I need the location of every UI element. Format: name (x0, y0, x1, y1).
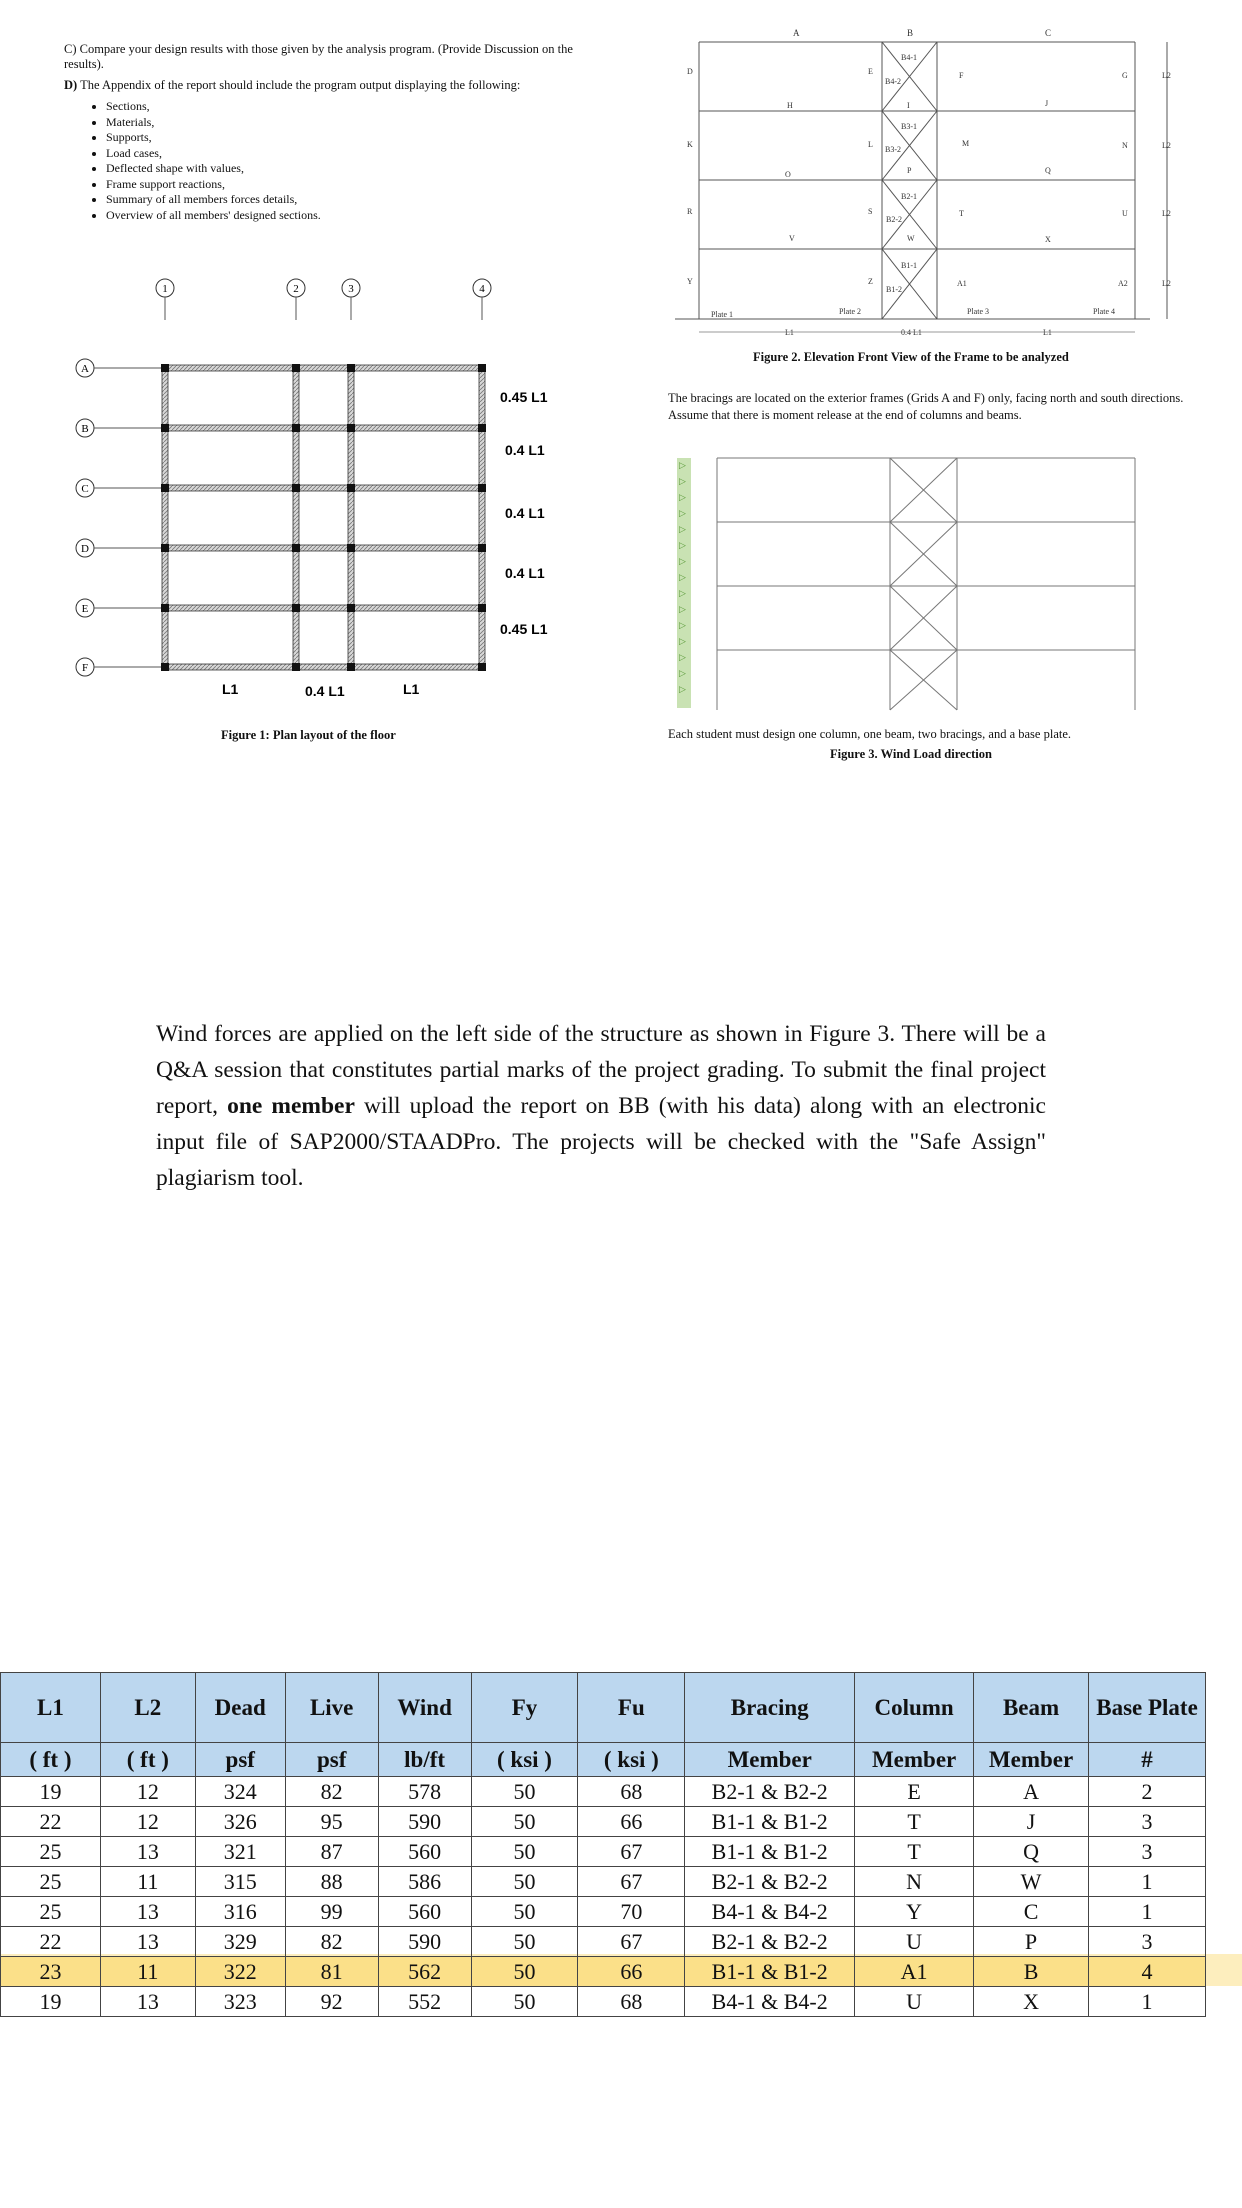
svg-text:▷: ▷ (679, 540, 686, 550)
grid-A-label: A (81, 363, 89, 375)
item-c (64, 42, 584, 72)
list-item: • Supports, (106, 130, 584, 146)
table-row (1, 1897, 1206, 1927)
table-cell: Q (974, 1837, 1089, 1867)
table-cell: 11 (100, 1867, 195, 1897)
elev-O: O (785, 170, 791, 179)
table-cell: 3 (1089, 1837, 1206, 1867)
col-spacing-2: 0.4 L1 (305, 683, 345, 699)
table-cell: T (855, 1807, 974, 1837)
table-cell: B1-1 & B1-2 (685, 1957, 855, 1987)
student-text: Each student must design one column, one beam, two bracings, and a base plate. (668, 727, 1072, 741)
table-cell: E (855, 1777, 974, 1807)
header-beam: Beam (974, 1673, 1089, 1743)
table-cell: B1-1 & B1-2 (685, 1837, 855, 1867)
unit-cell: ( ft ) (1, 1743, 101, 1777)
elev-B4-2: B4-2 (885, 77, 901, 86)
table-row (1, 1777, 1206, 1807)
elev-S: S (868, 207, 873, 216)
elev-A1: A1 (957, 279, 967, 288)
table-cell: 25 (1, 1897, 101, 1927)
table-cell: 19 (1, 1987, 101, 2017)
header-L1: L1 (1, 1673, 101, 1743)
svg-text:▷: ▷ (679, 556, 686, 566)
grid-2-label: 2 (293, 283, 299, 295)
elev-Z: Z (868, 277, 873, 286)
table-cell: 4 (1089, 1957, 1206, 1987)
table-cell: 50 (471, 1927, 578, 1957)
elev-dim-04L1: 0.4 L1 (901, 328, 922, 337)
table-cell: 13 (100, 1987, 195, 2017)
table-cell: 562 (378, 1957, 471, 1987)
item-c-label: C) (64, 42, 77, 56)
table-cell: 50 (471, 1837, 578, 1867)
table-cell: 12 (100, 1807, 195, 1837)
elev-B3-2: B3-2 (885, 145, 901, 154)
unit-cell: psf (285, 1743, 378, 1777)
table-header-row (1, 1673, 1206, 1743)
table-cell: 13 (100, 1927, 195, 1957)
svg-text:▷: ▷ (679, 508, 686, 518)
table-cell: 66 (578, 1957, 685, 1987)
table-row (1, 1837, 1206, 1867)
header-dead: Dead (195, 1673, 285, 1743)
table-cell: U (855, 1987, 974, 2017)
table-cell: 1 (1089, 1897, 1206, 1927)
table-cell: 326 (195, 1807, 285, 1837)
table-row (1, 1957, 1206, 1987)
elev-F: F (959, 71, 964, 80)
paragraph-part1: Wind forces are applied on the left side of the structure as shown in Figure 3. There will be a Q&A session that constitutes partial marks of the project grading. To submit the final project report, (156, 1021, 1046, 1119)
table-cell: 590 (378, 1927, 471, 1957)
table-cell: 50 (471, 1957, 578, 1987)
table-row (1, 1927, 1206, 1957)
table-cell: 329 (195, 1927, 285, 1957)
table-cell: 50 (471, 1867, 578, 1897)
table-cell: 68 (578, 1777, 685, 1807)
plan-columns (161, 364, 486, 671)
table-row (1, 1987, 1206, 2017)
unit-cell: Member (685, 1743, 855, 1777)
table-cell: B2-1 & B2-2 (685, 1927, 855, 1957)
unit-cell: lb/ft (378, 1743, 471, 1777)
elev-B2-1: B2-1 (901, 192, 917, 201)
elev-L2-2: L2 (1162, 141, 1171, 150)
table-cell: 19 (1, 1777, 101, 1807)
table-cell: 586 (378, 1867, 471, 1897)
table-cell: 50 (471, 1987, 578, 2017)
table-cell: 70 (578, 1897, 685, 1927)
elev-B3-1: B3-1 (901, 122, 917, 131)
elev-L2-1: L2 (1162, 71, 1171, 80)
grid-C-label: C (81, 483, 89, 495)
table-cell: 67 (578, 1837, 685, 1867)
grid-B-label: B (81, 423, 89, 435)
table-cell: 67 (578, 1867, 685, 1897)
table-cell: 552 (378, 1987, 471, 2017)
instructions-block (64, 42, 584, 223)
table-cell: 3 (1089, 1807, 1206, 1837)
table-row (1, 1867, 1206, 1897)
row-spacing-1: 0.45 L1 (500, 389, 548, 405)
figure1-caption: Figure 1: Plan layout of the floor (221, 728, 396, 742)
row-spacing-5: 0.45 L1 (500, 621, 548, 637)
table-cell: Y (855, 1897, 974, 1927)
header-fy: Fy (471, 1673, 578, 1743)
list-item: • Summary of all members forces details, (106, 192, 584, 208)
paragraph-part2: will upload the report on BB (with his data) along with an electronic input file of SAP2000/STAADPro. The projects will be checked with the "Safe Assign" plagiarism tool. (156, 1093, 1046, 1191)
table-cell: 1 (1089, 1987, 1206, 2017)
figure3-wind-load (675, 452, 1145, 722)
bracing-text: The bracings are located on the exterior frames (Grids A and F) only, facing north and south directions. Assume that there is moment release at the end of columns and beams. (668, 391, 1184, 422)
unit-cell: Member (855, 1743, 974, 1777)
col-spacing-3: L1 (403, 681, 420, 697)
header-L2: L2 (100, 1673, 195, 1743)
table-cell: 321 (195, 1837, 285, 1867)
plan-girders (162, 365, 485, 670)
paragraph-bold: one member (227, 1093, 355, 1119)
unit-cell: psf (195, 1743, 285, 1777)
table-cell: T (855, 1837, 974, 1867)
table-cell: 322 (195, 1957, 285, 1987)
table-cell: 88 (285, 1867, 378, 1897)
appendix-list (106, 99, 584, 223)
table-cell: J (974, 1807, 1089, 1837)
elev-top-C: C (1045, 28, 1052, 38)
svg-text:▷: ▷ (679, 492, 686, 502)
elev-dim-L1-right: L1 (1043, 328, 1052, 337)
elev-R: R (687, 207, 693, 216)
svg-text:▷: ▷ (679, 572, 686, 582)
elev-W: W (907, 234, 915, 243)
elev-H: H (787, 101, 793, 110)
svg-text:▷: ▷ (679, 636, 686, 646)
elev-L2-4: L2 (1162, 279, 1171, 288)
svg-text:▷: ▷ (679, 620, 686, 630)
grid-D-label: D (81, 543, 89, 555)
table-cell: 92 (285, 1987, 378, 2017)
unit-cell: Member (974, 1743, 1089, 1777)
header-column: Column (855, 1673, 974, 1743)
table-cell: 22 (1, 1927, 101, 1957)
table-cell: P (974, 1927, 1089, 1957)
table-cell: 560 (378, 1837, 471, 1867)
table-cell: 578 (378, 1777, 471, 1807)
elev-J: J (1045, 99, 1049, 108)
header-base-plate: Base Plate (1089, 1673, 1206, 1743)
table-cell: 50 (471, 1807, 578, 1837)
elev-Y: Y (687, 277, 693, 286)
figure3-caption: Figure 3. Wind Load direction (830, 747, 992, 761)
table-cell: 13 (100, 1897, 195, 1927)
table-cell: 13 (100, 1837, 195, 1867)
table-cell: B1-1 & B1-2 (685, 1807, 855, 1837)
item-d (64, 78, 584, 93)
table-body (1, 1777, 1206, 2017)
svg-text:▷: ▷ (679, 684, 686, 694)
elev-G: G (1122, 71, 1128, 80)
assignment-table (0, 1672, 1206, 2017)
table-cell: B2-1 & B2-2 (685, 1777, 855, 1807)
svg-text:▷: ▷ (679, 668, 686, 678)
plan-beams (163, 365, 484, 670)
elev-X: X (1045, 235, 1051, 244)
elev-L: L (868, 140, 873, 149)
row-grid-bubbles (76, 359, 94, 676)
elev-plate-1: Plate 1 (711, 310, 733, 319)
elev-U: U (1122, 209, 1128, 218)
table-cell: B2-1 & B2-2 (685, 1867, 855, 1897)
svg-text:▷: ▷ (679, 588, 686, 598)
unit-cell: # (1089, 1743, 1206, 1777)
table-cell: 316 (195, 1897, 285, 1927)
item-c-text: Compare your design results with those given by the analysis program. (Provide Discussion on the results). (64, 42, 573, 71)
elev-K: K (687, 140, 693, 149)
list-item: • Load cases, (106, 146, 584, 162)
unit-cell: ( ksi ) (578, 1743, 685, 1777)
list-item: • Deflected shape with values, (106, 161, 584, 177)
table-cell: 1 (1089, 1867, 1206, 1897)
table-cell: 99 (285, 1897, 378, 1927)
table-cell: N (855, 1867, 974, 1897)
svg-text:▷: ▷ (679, 460, 686, 470)
table-cell: B4-1 & B4-2 (685, 1987, 855, 2017)
item-d-text: The Appendix of the report should include the program output displaying the following: (80, 78, 521, 92)
table-cell: 66 (578, 1807, 685, 1837)
table-cell: A1 (855, 1957, 974, 1987)
table-cell: B4-1 & B4-2 (685, 1897, 855, 1927)
table-cell: 324 (195, 1777, 285, 1807)
elev-Q: Q (1045, 166, 1051, 175)
elev-V: V (789, 234, 795, 243)
svg-text:▷: ▷ (679, 604, 686, 614)
row-spacing-2: 0.4 L1 (505, 442, 545, 458)
elev-A2: A2 (1118, 279, 1128, 288)
elev-N: N (1122, 141, 1128, 150)
elev-D: D (687, 67, 693, 76)
table-cell: 82 (285, 1777, 378, 1807)
table-cell: B (974, 1957, 1089, 1987)
table-cell: A (974, 1777, 1089, 1807)
header-live: Live (285, 1673, 378, 1743)
table-cell: 50 (471, 1777, 578, 1807)
grid-E-label: E (81, 603, 89, 615)
list-item: • Frame support reactions, (106, 177, 584, 193)
table-cell: 67 (578, 1927, 685, 1957)
elev-B1-2: B1-2 (886, 285, 902, 294)
figure2-elevation (675, 22, 1195, 352)
table-cell: 25 (1, 1867, 101, 1897)
table-cell: 22 (1, 1807, 101, 1837)
grid-F-label: F (81, 662, 89, 674)
table-cell: 12 (100, 1777, 195, 1807)
table-units-row (1, 1743, 1206, 1777)
svg-text:▷: ▷ (679, 476, 686, 486)
header-fu: Fu (578, 1673, 685, 1743)
elev-M: M (962, 139, 970, 148)
table-cell: 323 (195, 1987, 285, 2017)
elev-B2-2: B2-2 (886, 215, 902, 224)
elev-dim-L1-left: L1 (785, 328, 794, 337)
table-cell: 68 (578, 1987, 685, 2017)
list-item: • Materials, (106, 115, 584, 131)
table-cell: 87 (285, 1837, 378, 1867)
table-row (1, 1807, 1206, 1837)
svg-text:▷: ▷ (679, 652, 686, 662)
elev-L2-3: L2 (1162, 209, 1171, 218)
col-spacing-1: L1 (222, 681, 239, 697)
figure1-plan-layout (60, 270, 580, 700)
list-item: • Sections, (106, 99, 584, 115)
wind-arrows (679, 460, 686, 694)
elev-top-B: B (907, 28, 914, 38)
grid-3-label: 3 (348, 283, 354, 295)
item-d-label: D) (64, 78, 78, 92)
table-cell: 11 (100, 1957, 195, 1987)
table-cell: 82 (285, 1927, 378, 1957)
row-spacing-3: 0.4 L1 (505, 505, 545, 521)
wind-paragraph (156, 1016, 1046, 1196)
elev-I: I (907, 101, 910, 110)
table-cell: 2 (1089, 1777, 1206, 1807)
table-cell: 25 (1, 1837, 101, 1867)
table-cell: 50 (471, 1897, 578, 1927)
table-cell: 23 (1, 1957, 101, 1987)
elev-top-A: A (793, 28, 800, 38)
row-spacing-4: 0.4 L1 (505, 565, 545, 581)
list-item: • Overview of all members' designed sections. (106, 208, 584, 224)
table-cell: 590 (378, 1807, 471, 1837)
grid-1-label: 1 (162, 283, 168, 295)
table-cell: 81 (285, 1957, 378, 1987)
table-cell: 315 (195, 1867, 285, 1897)
table-cell: U (855, 1927, 974, 1957)
elev-plate-4: Plate 4 (1093, 307, 1115, 316)
elev-P: P (907, 166, 912, 175)
table-cell: C (974, 1897, 1089, 1927)
header-bracing: Bracing (685, 1673, 855, 1743)
table-cell: W (974, 1867, 1089, 1897)
svg-text:▷: ▷ (679, 524, 686, 534)
elev-E: E (868, 67, 873, 76)
figure2-caption: Figure 2. Elevation Front View of the Frame to be analyzed (753, 350, 1069, 364)
unit-cell: ( ft ) (100, 1743, 195, 1777)
table-cell: 95 (285, 1807, 378, 1837)
elev-B4-1: B4-1 (901, 53, 917, 62)
elev-plate-3: Plate 3 (967, 307, 989, 316)
table-cell: X (974, 1987, 1089, 2017)
unit-cell: ( ksi ) (471, 1743, 578, 1777)
elev-B1-1: B1-1 (901, 261, 917, 270)
header-wind: Wind (378, 1673, 471, 1743)
table-cell: 3 (1089, 1927, 1206, 1957)
grid-4-label: 4 (479, 283, 485, 295)
elev-T: T (959, 209, 964, 218)
column-grid-bubbles (156, 279, 491, 297)
elev-plate-2: Plate 2 (839, 307, 861, 316)
table-cell: 560 (378, 1897, 471, 1927)
